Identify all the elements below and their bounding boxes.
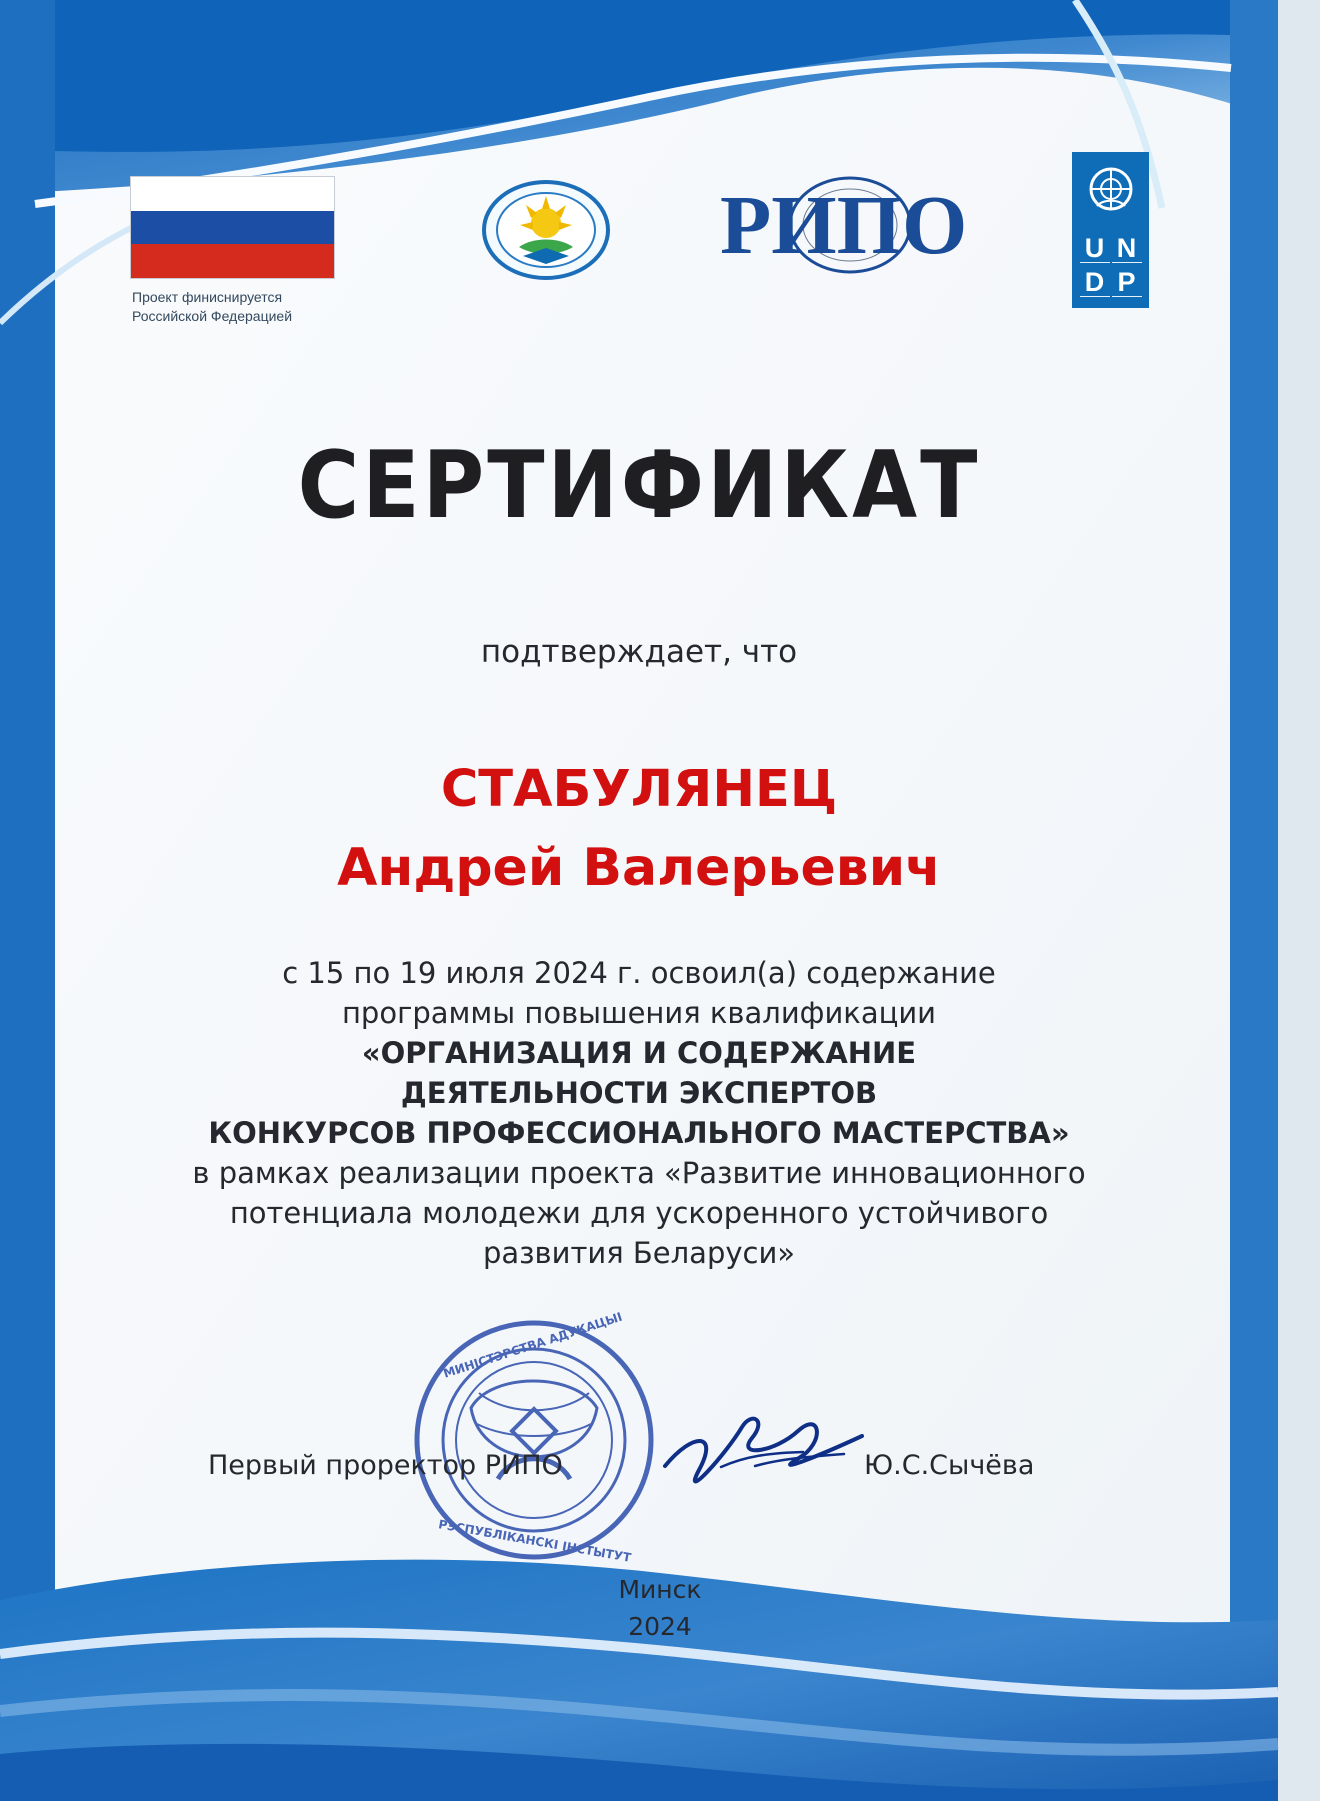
- flag-caption-line1: Проект финиснируется: [132, 289, 283, 305]
- russia-flag-logo: [130, 176, 335, 279]
- undp-letter-p: P: [1112, 268, 1142, 297]
- program-line-1: «ОРГАНИЗАЦИЯ И СОДЕРЖАНИЕ: [361, 1036, 917, 1070]
- issue-year: 2024: [628, 1612, 692, 1641]
- undp-letters: [1080, 234, 1142, 297]
- ripo-logo: [716, 170, 968, 282]
- official-seal: [409, 1309, 659, 1565]
- recipient-name: Андрей Валерьевич: [337, 838, 941, 898]
- flag-red-stripe: [131, 244, 334, 278]
- svg-text:МИНІСТЭРСТВА АДУКАЦЫІ: МИНІСТЭРСТВА АДУКАЦЫІ: [441, 1309, 624, 1381]
- program-line-2: ДЕЯТЕЛЬНОСТИ ЭКСПЕРТОВ: [400, 1076, 878, 1110]
- education-emblem-logo: [477, 178, 615, 282]
- body-line-2: программы повышения квалификации: [341, 996, 937, 1030]
- project-line-2: потенциала молодежи для ускоренного устойчивого: [229, 1196, 1049, 1230]
- project-line-1: в рамках реализации проекта «Развитие инновационного: [192, 1156, 1086, 1190]
- project-line-3: развития Беларуси»: [482, 1236, 796, 1270]
- signatory-name: Ю.С.Сычёва: [864, 1450, 1035, 1481]
- ripo-logo-text: РИПО: [720, 179, 968, 272]
- signature-row: [0, 1450, 1278, 1500]
- undp-logo: [1072, 152, 1149, 308]
- recipient-surname: СТАБУЛЯНЕЦ: [440, 760, 838, 819]
- flag-white-stripe: [131, 177, 334, 211]
- undp-letter-u: U: [1080, 234, 1110, 263]
- undp-letter-d: D: [1080, 268, 1110, 297]
- svg-text:РЭСПУБЛІКАНСКІ ІНСТЫТУТ: РЭСПУБЛІКАНСКІ ІНСТЫТУТ: [437, 1517, 633, 1565]
- flag-caption-line2: Российской Федерацией: [132, 308, 293, 324]
- certificate-body: [165, 953, 1113, 1273]
- certificate-title: СЕРТИФИКАТ: [297, 431, 981, 539]
- confirmation-text: подтверждает, что: [480, 634, 798, 670]
- signatory-position: Первый проректор РИПО: [208, 1450, 563, 1481]
- body-line-1: с 15 по 19 июля 2024 г. освоил(а) содержание: [282, 956, 996, 990]
- un-globe-icon: [1085, 163, 1137, 215]
- flag-caption: [132, 288, 362, 326]
- program-line-3: КОНКУРСОВ ПРОФЕССИОНАЛЬНОГО МАСТЕРСТВА»: [208, 1116, 1070, 1150]
- undp-letter-n: N: [1112, 234, 1142, 263]
- flag-blue-stripe: [131, 211, 334, 245]
- issue-city: Минск: [618, 1575, 702, 1604]
